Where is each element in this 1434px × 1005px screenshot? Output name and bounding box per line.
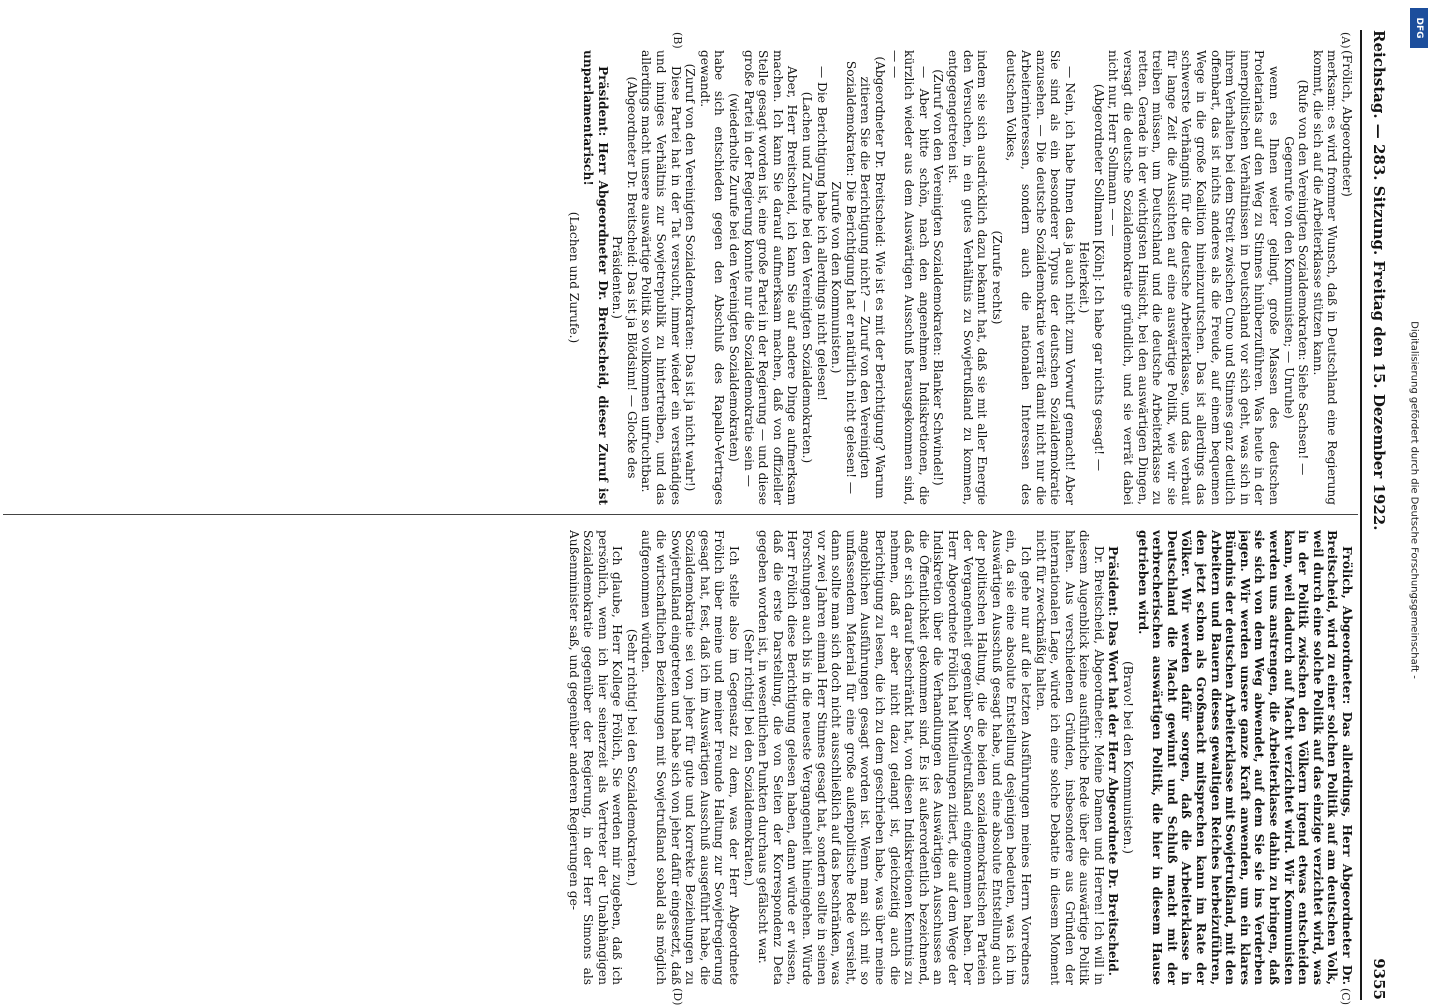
paragraph: Ich glaube, Herr Kollege Frölich, Sie werden mir zugeben, daß ich persönlich, wenn ich hier seinerzeit als Vertreter der Unabhängigen Sozialdemokratie gegenüber der Regierung, in der Herr Simons als Außenminister saß, und gegenüber anderen Regierungen ge- [566, 530, 625, 985]
right-column [4, 530, 1354, 985]
dfg-logo-text: DFG [1414, 17, 1424, 39]
paragraph: — Aber bitte schön, nach den angenehmen Indiskretionen, die kürzlich wieder aus dem Auswärtigen Ausschuß herausgekommen sind, — — [887, 50, 931, 505]
interjection: (Bravo! bei den Kommunisten.) [1121, 661, 1136, 854]
interjection: (Zuruf von den Vereinigten Sozialdemokraten: Das ist ja nicht wahr!) [683, 63, 698, 492]
speaker-line: (Frölich, Abgeordneter) [1340, 50, 1354, 197]
paragraph: Aber, Herr Breitscheid, ich kann Sie auf andere Dinge aufmerksam machen. Ich kann Sie darauf aufmerksam machen, daß von offizieller Stelle gesagt worden ist, eine große Partei in der Regierung — und diese große Partei in der Regierung konnte nur die Sozialdemokratie sein — [741, 50, 800, 505]
paragraph: — Nein, ich habe Ihnen das ja auch nicht zum Vorwurf gemacht! Aber Sie sind als ein besonderer Typus der deutschen Sozialdemokratie anzusehen. — Die deutsche Sozialdemokratie verrät damit nicht nur die Arbeiterinteressen, sondern auch die nationalen Interessen des deutschen Volkes, [1004, 50, 1077, 505]
paragraph: Ich gehe nur auf die letzten Ausführungen meines Herrn Vorredners ein, da sie eine absolute Entstellung desjenigen bedeuten, was ich im Auswärtigen Ausschuß gesagt habe, und eine absolute Entstellung auch der politischen Haltung, die die beiden sozialdemokratischen Parteien der Vergangenheit gegenüber Sowjetrußland eingenommen haben. Der Herr Abgeordnete Frölich hat Mitteilungen zitiert, die auf dem Wege der Indiskretion über die Verhandlungen des Auswärtigen Ausschusses an die Öffentlichkeit gekommen sind. Es ist außerordentlich bezeichnend, daß er sich darauf beschränkt hat, von diesen Indiskretionen Kenntnis zu nehmen, daß er aber nicht dazu gelangt ist, gleichzeitig auch die Berichtigung zu lesen, die ich zu dem geschrieben habe, was über meine angeblichen Ausführungen gesagt worden ist. Wenn man sich mit so umfassendem Material für eine große außenpolitische Rede versieht, dann sollte man sich doch nicht ausschließlich auf das beschränken, was vor zwei Jahren einmal Herr Stinnes gesagt hat, sondern sollte in seinen Forschungen auch bis in die neueste Vergangenheit hineingehen. Würde Herr Frölich diese Berichtigung gelesen haben, dann würde er wissen, daß die erste Darstellung, die von Seiten der Korrespondenz Deta gegeben worden ist, in wesentlichen Punkten durchaus gefälscht war. [756, 530, 1033, 985]
paragraph: indem sie sich ausdrücklich dazu bekannt hat, daß sie mit aller Energie den Versuchen, in ein gutes Verhältnis zu Sowjetrußland zu kommen, entgegengetreten ist. [945, 50, 990, 505]
interjection: (Lachen und Zurufe bei den Vereinigten Sozialdemokraten.) [800, 91, 815, 464]
margin-marker-b: (B) [671, 32, 684, 49]
interjection: (Lachen und Zurufe.) [566, 211, 581, 344]
paragraph: Ich stelle also im Gegensatz zu dem, was der Herr Abgeordnete Frölich über meine und meiner Freunde Haltung zur Sowjetregierung gesagt hat, fest, daß ich im Auswärtigen Ausschuß ausgeführt habe, die Sozialdemokratie sei von jeher für gute und korrekte Beziehungen zu Sowjetrußland eingetreten und habe sich von jeher dafür eingesetzt, daß die wirtschaftlichen Beziehungen mit Sowjetrußland sobald als möglich aufgenommen würden. [639, 530, 742, 985]
margin-marker-d: (D) [671, 988, 684, 1005]
header-rule [1360, 30, 1362, 1000]
president-remark: Präsident: Herr Abgeordneter Dr. Breitscheid, dieser Zuruf ist unparlamentarisch! [581, 50, 610, 505]
paragraph: Diese Partei hat in der Tat versucht, immer wieder ein verständiges und inniges Verhältnis zur Sowjetrepublik zu hintertreiben, und das allerdings macht unsere auswärtige Politik so vollkommen unfruchtbar. [639, 50, 683, 505]
digitization-credit [1402, 60, 1426, 940]
dfg-logo [1410, 8, 1428, 48]
interjection: (Rufe von den Vereinigten Sozialdemokraten: Siehe Sachsen! — Gegenrufe von den Kommunisten; — Unruhe) [1281, 79, 1311, 476]
column-divider [3, 514, 1358, 515]
speech-froelich: Frölich, Abgeordneter: Das allerdings, Herr Abgeordneter Dr. Breitscheid, wird zu einer solchen Politik auf am deutschen Volk, weil durch eine solche Politik auf das einzige verzichtet wird, was in der Politik zwischen den Völkern irgend etwas entscheiden kann, weil dadurch auf Macht verzichtet wird. Wir Kommunisten werden uns anstrengen, die Arbeiterklasse dahin zu bringen, daß sie sich von dem Weg abwendet, auf dem Sie sie ins Verderben jagen. Wir werden unsere ganze Kraft anwenden, um ein klares Bündnis der deutschen Arbeiterklasse mit Sowjetrußland, mit den Arbeitern und Bauern dieses gewaltigen Reiches herbeizuführen, den jetzt schon als Großmacht mitsprechen kann im Rate der Völker. Wir werden dafür sorgen, daß die Arbeiterklasse in Deutschland die Macht gewinnt und Schluß macht mit der verbrecherischen auswärtigen Politik, die hier in diesem Hause getrieben wird. [1135, 530, 1354, 985]
paragraph: — Die Berichtigung habe ich allerdings nicht gelesen! [814, 66, 829, 401]
interjection: (Abgeordneter Dr. Breitscheid: Wie ist es mit der Berichtigung? Warum zitieren Sie die Berichtigung nicht? — Zuruf von den Vereinigten Sozialdemokraten: Die Berichtigung hat er natürlich nicht gelesen! — Zurufe von den Kommunisten.) [829, 56, 887, 499]
interjection: (wiederholte Zurufe bei den Vereinigten Sozialdemokraten) [727, 93, 742, 462]
margin-marker-a: (A) [1339, 32, 1352, 49]
page-header [1364, 30, 1390, 1000]
interjection: (Zuruf von den Vereinigten Sozialdemokraten: Blanker Schwindel!) [931, 69, 946, 486]
interjection: (Sehr richtig! bei den Sozialdemokraten.) [741, 628, 756, 887]
interjection: (Abgeordneter Sollmann [Köln]: Ich habe gar nichts gesagt! — Heiterkeit.) [1077, 83, 1106, 472]
paragraph: habe sich entschieden gegen den Abschluß des Rapallo-Vertrages gewandt. [697, 50, 727, 505]
interjection: (Abgeordneter Dr. Breitscheid: Das ist ja Blödsinn! — Glocke des Präsidenten.) [610, 76, 639, 479]
paragraph: merksam: es wird frommer Wunsch, daß in Deutschland eine Regierung kommt, die sich auf die Arbeiterklasse stützen kann. [1310, 50, 1340, 505]
page-number: 9355 [1370, 958, 1388, 1000]
speech-breitscheid: Dr. Breitscheid, Abgeordneter: Meine Damen und Herren! Ich will in diesem Augenblick keine ausführliche Rede über die auswärtige Politik halten. Aus verschiedenen Gründen, insbesondere aus Gründen der internationalen Lage, würde ich eine solche Debatte in diesem Moment nicht für zweckmäßig halten. [1033, 530, 1106, 985]
digitization-credit-text: Digitalisierung gefördert durch die Deutsche Forschungsgemeinschaft - [1408, 321, 1420, 679]
margin-marker-c: (C) [1339, 988, 1352, 1005]
interjection: (Zurufe rechts) [989, 230, 1004, 325]
document-page [0, 30, 1390, 1005]
interjection: (Sehr richtig! bei den Sozialdemokraten.) [624, 628, 639, 887]
president-remark: Präsident: Das Wort hat der Herr Abgeordnete Dr. Breitscheid. [1106, 546, 1121, 977]
left-column [4, 50, 1354, 505]
paragraph: wenn es Ihnen weiter gelingt, große Massen des deutschen Proletariats auf den Weg zu Stinnes hinüberzuführen. Was heute in der innerpolitischen Verhältnissen in Deutschland vor sich geht, was sich in ihrem Verhalten bei dem Streit zwischen Cuno und Stinnes ganz deutlich offenbart, das ist nichts anderes als die Freude, auf einem bequemen Wege in die große Koalition hineinzurutschen. Das ist allerdings das schwerste Verhängnis für die deutsche Arbeiterklasse, und das verbaut für lange Zeit die Aussichten auf eine auswärtige Politik, wie wir sie treiben müssen, um Deutschland und die deutsche Arbeiterklasse zu retten. Gerade in der wichtigsten Hinsicht, bei den auswärtigen Dingen, versagt die deutsche Sozialdemokratie gründlich, und sie verrät dabei nicht nur, Herr Sollmann — — [1106, 50, 1282, 505]
running-head: Reichstag. — 283. Sitzung. Freitag den 15. Dezember 1922. [1370, 30, 1388, 531]
